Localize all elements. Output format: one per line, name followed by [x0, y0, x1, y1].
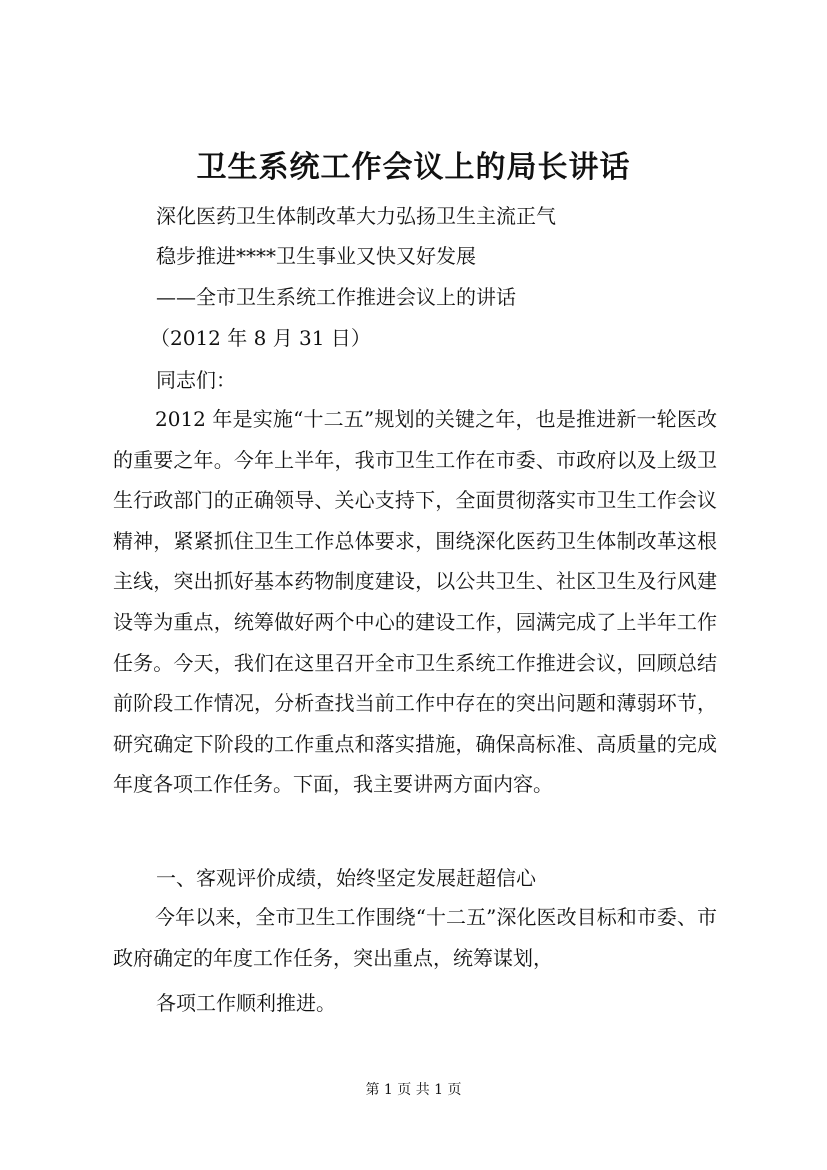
- subtitle-line-2: 稳步推进****卫生事业又快又好发展: [156, 244, 476, 268]
- section-heading: 一、客观评价成绩，始终坚定发展赶超信心: [156, 866, 536, 890]
- body-paragraph-2: 今年以来，全市卫生工作围绕“十二五”深化医改目标和市委、市政府确定的年度工作任务，突出重点，统筹谋划，: [113, 905, 717, 970]
- page-footer: 第 1 页 共 1 页: [365, 1082, 462, 1098]
- subtitle-line-3: ——全市卫生系统工作推进会议上的讲话: [156, 285, 516, 309]
- greeting: 同志们：: [156, 368, 236, 392]
- subtitle-line-1: 深化医药卫生体制改革大力弘扬卫生主流正气: [156, 204, 556, 228]
- document-title: 卫生系统工作会议上的局长讲话: [196, 150, 631, 185]
- body-paragraph-1: 2012 年是实施“十二五”规划的关键之年，也是推进新一轮医改的重要之年。今年上半年，我市卫生工作在市委、市政府以及上级卫生行政部门的正确领导、关心支持下，全面贯彻落实市卫生工作会议精神，紧紧抓住卫生工作总体要求，围绕深化医药卫生体制改革这根主线，突出抓好基本药物制度建设，以公共卫生、社区卫生及行风建设等为重点，统筹做好两个中心的建设工作，园满完成了上半年工作任务。今天，我们在这里召开全市卫生系统工作推进会议，回顾总结前阶段工作情况，分析查找当前工作中存在的突出问题和薄弱环节，研究确定下阶段的工作重点和落实措施，确保高标准、高质量的完成年度各项工作任务。下面，我主要讲两方面内容。: [113, 407, 717, 797]
- body-paragraph-3: 各项工作顺利推进。: [156, 991, 336, 1015]
- speech-date: （2012 年 8 月 31 日）: [150, 326, 371, 350]
